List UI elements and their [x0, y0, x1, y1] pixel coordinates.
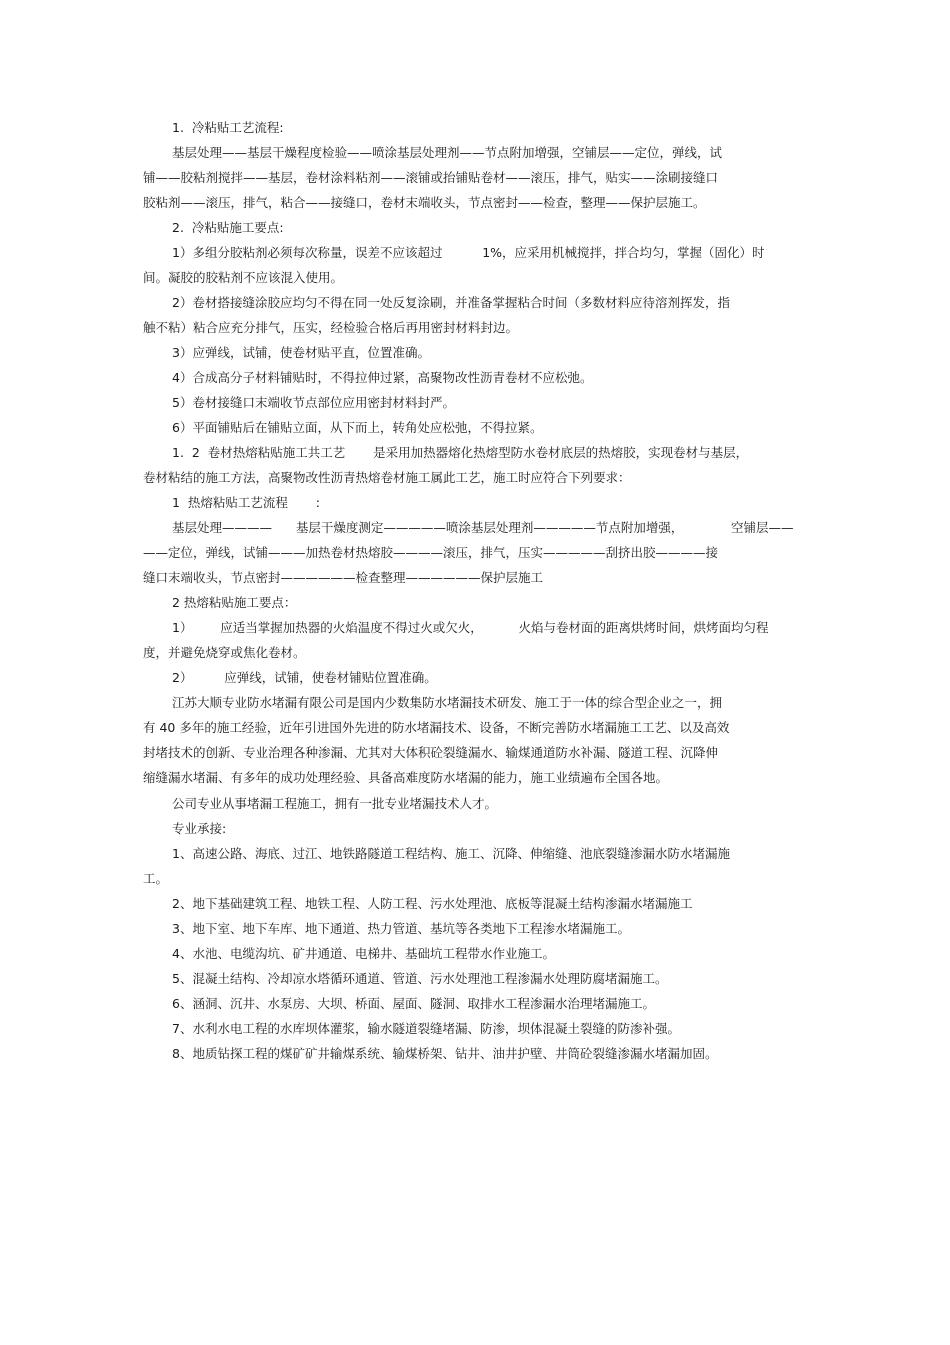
text-line: 触不粘）粘合应充分排气，压实，经检验合格后再用密封材料封边。	[143, 320, 519, 335]
text-line: 1. 冷粘贴工艺流程:	[172, 120, 284, 135]
text-line: 专业承接:	[172, 821, 227, 836]
text-line: 度，并避免烧穿或焦化卷材。	[143, 645, 306, 660]
text-line: 2 热熔粘贴施工要点：	[172, 595, 297, 610]
text-line: 3、地下室、地下车库、地下通道、热力管道、基坑等各类地下工程渗水堵漏施工。	[172, 921, 630, 936]
text-line: 5、混凝土结构、冷却凉水塔循环通道、管道、污水处理池工程渗漏水处理防腐堵漏施工。	[172, 971, 668, 986]
text-line: 5）卷材接缝口末端收节点部位应用密封材料封严。	[172, 395, 455, 410]
text-line: 间。凝胶的胶粘剂不应该混入使用。	[143, 270, 344, 285]
text-line: 4）合成高分子材料铺贴时，不得拉伸过紧，高聚物改性沥青卷材不应松弛。	[172, 370, 593, 385]
text-line: 1） 应适当掌握加热器的火焰温度不得过火或欠火， 火焰与卷材面的距离烘烤时间，烘烤面均匀程	[172, 620, 769, 635]
text-line: 江苏大顺专业防水堵漏有限公司是国内少数集防水堵漏技术研发、施工于一体的综合型企业之一，拥	[172, 695, 723, 710]
text-line: 7、水利水电工程的水库坝体灌浆，输水隧道裂缝堵漏、防渗，坝体混凝土裂缝的防渗补强。	[172, 1021, 680, 1036]
text-line: 公司专业从事堵漏工程施工，拥有一批专业堵漏技术人才。	[172, 796, 498, 811]
text-line: 2）卷材搭接缝涂胶应均匀不得在同一处反复涂刷，并准备掌握粘合时间（多数材料应待溶剂挥发，指	[172, 295, 730, 310]
text-line: 卷材粘结的施工方法，高聚物改性沥青热熔卷材施工属此工艺，施工时应符合下列要求：	[143, 470, 631, 485]
text-line: 1. 2 卷材热熔粘贴施工共工艺 是采用加热器熔化热熔型防水卷材底层的热熔胶，实现卷材与基层，	[172, 445, 749, 460]
text-line: 缝口末端收头，节点密封——————检查整理——————保护层施工	[143, 570, 544, 585]
text-line: 2. 冷粘贴施工要点:	[172, 220, 284, 235]
text-line: ——定位，弹线，试铺———加热卷材热熔胶————滚压，排气，压实—————刮挤出胶————接	[143, 545, 719, 560]
text-line: 封堵技术的创新、专业治理各种渗漏、尤其对大体积砼裂缝漏水、输煤通道防水补漏、隧道工程、沉降伸	[143, 745, 719, 760]
text-line: 缩缝漏水堵漏、有多年的成功处理经验、具备高难度防水堵漏的能力，施工业绩遍布全国各地。	[143, 770, 669, 785]
text-line: 2） 应弹线，试铺，使卷材铺贴位置准确。	[172, 670, 437, 685]
text-line: 胶粘剂——滚压，排气，粘合——接缝口，卷材末端收头，节点密封——检查，整理——保护层施工。	[143, 195, 706, 210]
text-line: 6、涵洞、沉井、水泵房、大坝、桥面、屋面、隧洞、取排水工程渗漏水治理堵漏施工。	[172, 996, 655, 1011]
text-line: 有 40 多年的施工经验，近年引进国外先进的防水堵漏技术、设备，不断完善防水堵漏施工工艺、以及高效	[143, 720, 730, 735]
text-line: 工。	[143, 871, 169, 886]
text-line: 1、高速公路、海底、过江、地铁路隧道工程结构、施工、沉降、伸缩缝、池底裂缝渗漏水防水堵漏施	[172, 846, 730, 861]
text-line: 3）应弹线，试铺，使卷材贴平直，位置准确。	[172, 345, 430, 360]
text-line: 1 热熔粘贴工艺流程 :	[172, 495, 320, 510]
text-line: 8、地质钻探工程的煤矿矿井输煤系统、输煤桥架、钻井、油井护壁、井筒砼裂缝渗漏水堵漏加固。	[172, 1046, 718, 1061]
text-line: 6）平面铺贴后在铺贴立面，从下而上，转角处应松弛，不得拉紧。	[172, 420, 543, 435]
text-line: 2、地下基础建筑工程、地铁工程、人防工程、污水处理池、底板等混凝土结构渗漏水堵漏施工	[172, 896, 693, 911]
text-line: 1）多组分胶粘剂必须每次称量，误差不应该超过 1%，应采用机械搅拌，拌合均匀，掌握（固化）时	[172, 245, 765, 260]
text-line: 铺——胶粘剂搅拌——基层，卷材涂料粘剂——滚铺或抬铺贴卷材——滚压，排气，贴实——涂刷接缝口	[143, 170, 719, 185]
text-line: 基层处理——基层干燥程度检验——喷涂基层处理剂——节点附加增强，空铺层——定位，弹线，试	[172, 145, 723, 160]
text-line: 4、水池、电缆沟坑、矿井通道、电梯井、基础坑工程带水作业施工。	[172, 946, 555, 961]
text-line: 基层处理———— 基层干燥度测定—————喷涂基层处理剂—————节点附加增强， 空铺层——	[172, 520, 794, 535]
